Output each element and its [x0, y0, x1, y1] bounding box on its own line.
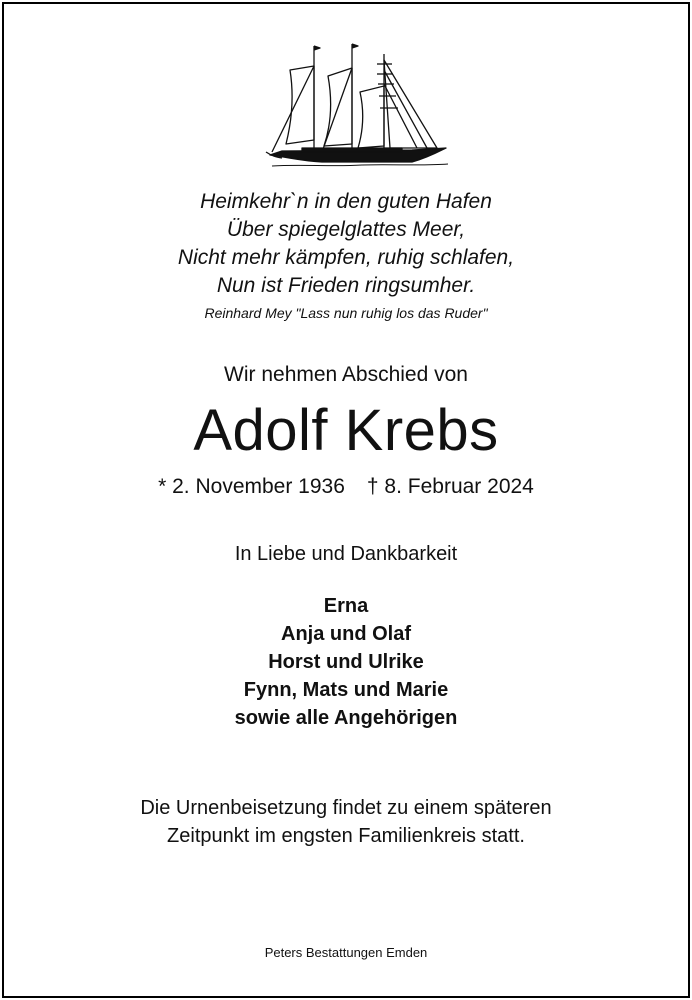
intro-text: Wir nehmen Abschied von	[224, 363, 468, 386]
life-dates	[0, 475, 692, 499]
poem-source: Reinhard Mey "Lass nun ruhig los das Ruder"	[204, 305, 488, 321]
thanks-text: In Liebe und Dankbarkeit	[234, 543, 458, 565]
family-member: Horst und Ulrike	[268, 651, 424, 673]
family-member: Fynn, Mats und Marie	[243, 679, 449, 701]
sailing-ship-icon	[262, 40, 452, 170]
poem-line: Nicht mehr kämpfen, ruhig schlafen,	[177, 246, 515, 269]
family-member: Erna	[323, 595, 369, 617]
poem-line: Nun ist Frieden ringsumher.	[216, 274, 476, 297]
funeral-home: Peters Bestattungen Emden	[264, 945, 428, 960]
death-date: † 8. Februar 2024	[366, 475, 534, 498]
burial-note: Die Urnenbeisetzung findet zu einem späteren	[140, 797, 552, 819]
burial-note: Zeitpunkt im engsten Familienkreis statt.	[167, 825, 525, 847]
deceased-name: Adolf Krebs	[193, 398, 499, 463]
family-member: Anja und Olaf	[281, 623, 411, 645]
family-member: sowie alle Angehörigen	[234, 707, 458, 729]
birth-date: * 2. November 1936	[158, 475, 345, 498]
poem-line: Heimkehr`n in den guten Hafen	[200, 190, 492, 213]
poem-line: Über spiegelglattes Meer,	[226, 218, 466, 241]
